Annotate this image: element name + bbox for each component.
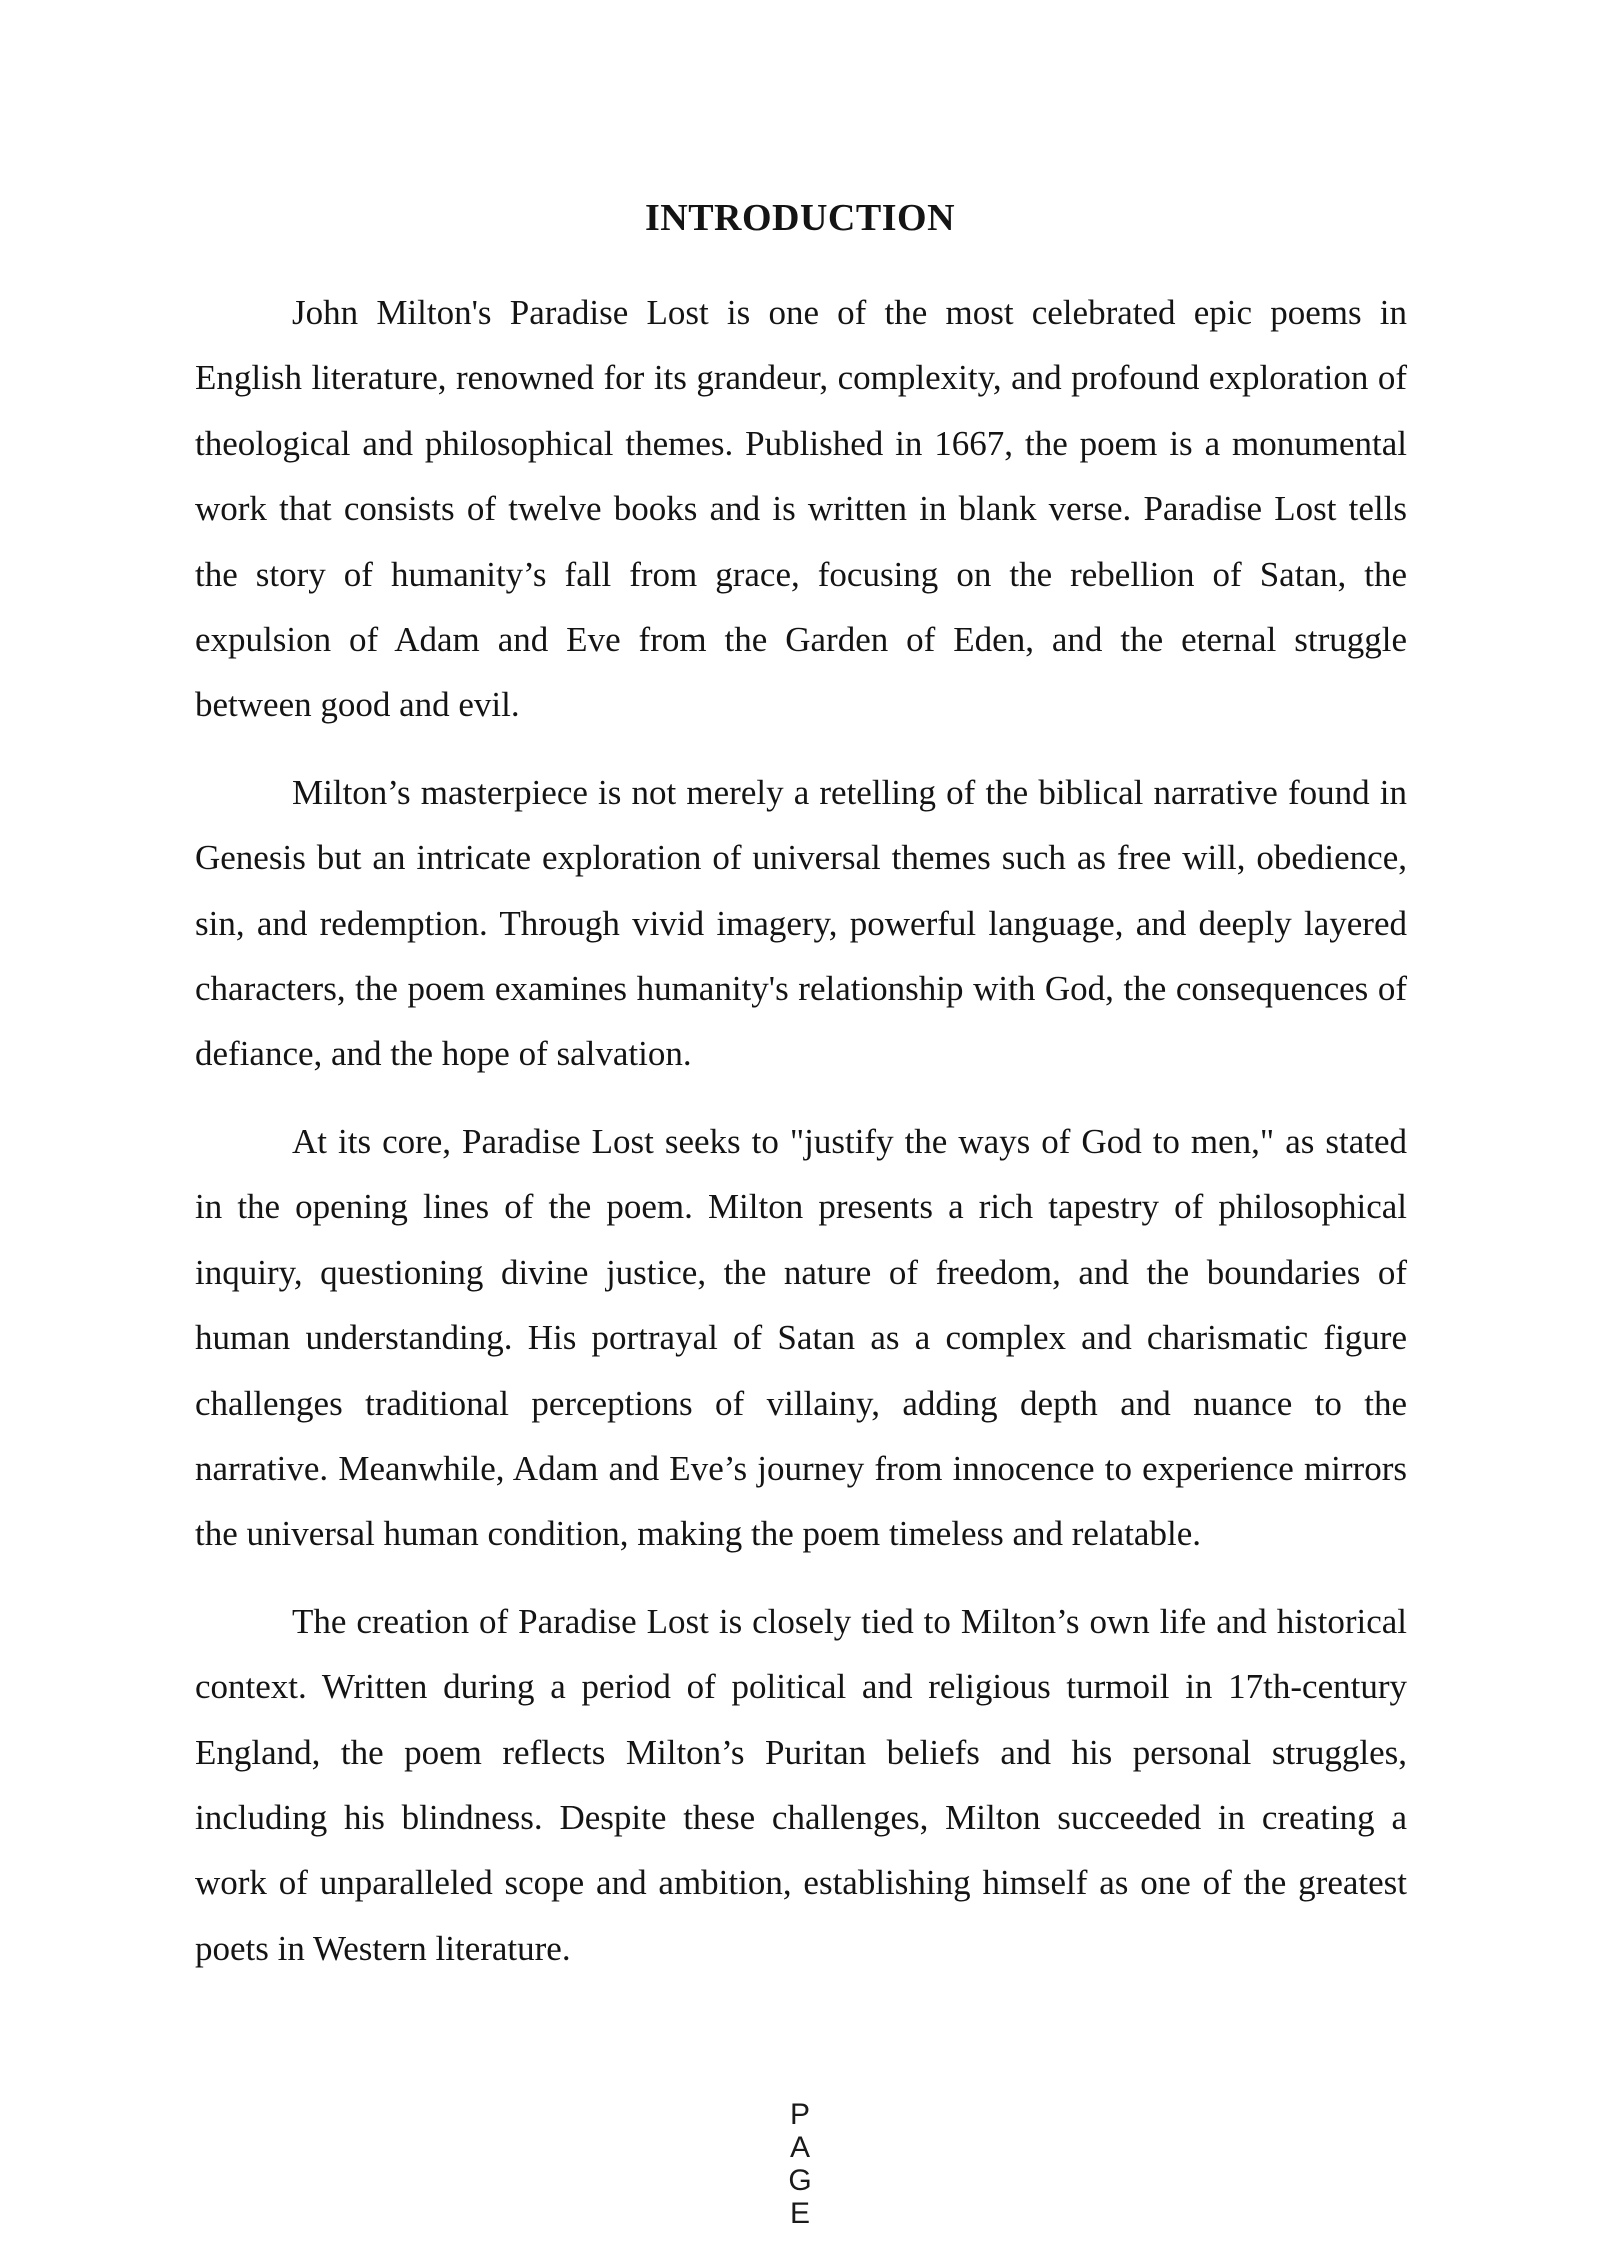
paragraph-3: At its core, Paradise Lost seeks to "justify the ways of God to men," as stated in the opening lines of the poem. Milton presents a rich tapestry of philosophical inquiry, questioning divine justice, the nature of freedom, and the boundaries of human understanding. His portrayal of Satan as a complex and charismatic figure challenges traditional perceptions of villainy, adding depth and nuance to the narrative. Meanwhile, Adam and Eve’s journey from innocence to experience mirrors the universal human condition, making the poem timeless and relatable. <box>195 1121 1407 1554</box>
body-text <box>195 280 1407 2003</box>
footer-letter: G <box>788 2164 812 2197</box>
paragraph-1: John Milton's Paradise Lost is one of the most celebrated epic poems in English literature, renowned for its grandeur, complexity, and profound exploration of theological and philosophical themes. Published in 1667, the poem is a monumental work that consists of twelve books and is written in blank verse. Paradise Lost tells the story of humanity’s fall from grace, focusing on the rebellion of Satan, the expulsion of Adam and Eve from the Garden of Eden, and the eternal struggle between good and evil. <box>195 293 1407 725</box>
page-footer-label <box>780 2098 820 2230</box>
footer-letter: A <box>789 2131 810 2164</box>
paragraph-4: The creation of Paradise Lost is closely tied to Milton’s own life and historical context. Written during a period of political and religious turmoil in 17th-century England, the poem reflects Milton’s Puritan beliefs and his personal struggles, including his blindness. Despite these challenges, Milton succeeded in creating a work of unparalleled scope and ambition, establishing himself as one of the greatest poets in Western literature. <box>195 1601 1407 1968</box>
footer-letter: P <box>789 2098 810 2131</box>
footer-letter: E <box>789 2197 810 2230</box>
paragraph-2: Milton’s masterpiece is not merely a retelling of the biblical narrative found in Genesis but an intricate exploration of universal themes such as free will, obedience, sin, and redemption. Through vivid imagery, powerful language, and deeply layered characters, the poem examines humanity's relationship with God, the consequences of defiance, and the hope of salvation. <box>195 772 1407 1074</box>
page-title: INTRODUCTION <box>644 197 956 239</box>
